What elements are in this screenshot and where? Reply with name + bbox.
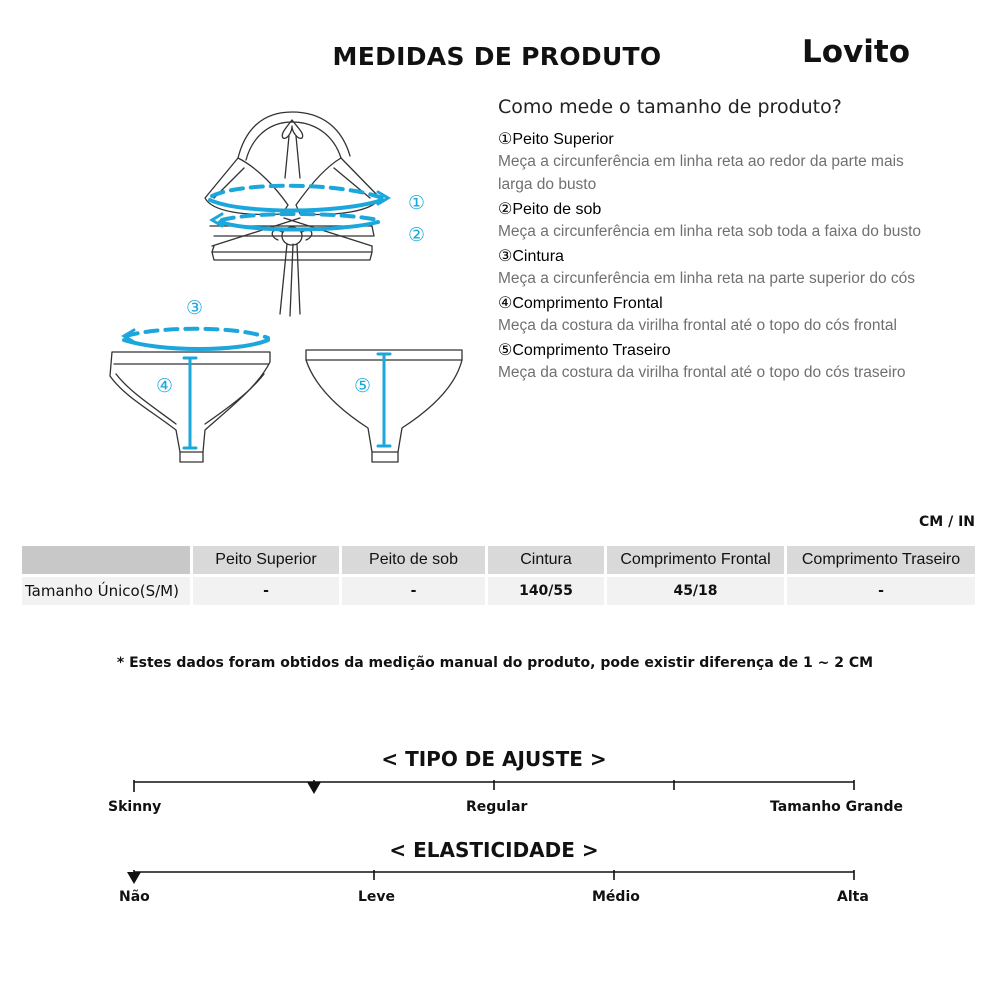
measure-item bbox=[498, 294, 928, 337]
unit-label: CM / IN bbox=[919, 514, 975, 530]
elasticity-indicator bbox=[127, 872, 141, 884]
measure-item bbox=[498, 341, 928, 384]
table-cell: - bbox=[193, 574, 339, 605]
fit-label-regular: Regular bbox=[466, 799, 528, 815]
measurement-note: * Estes dados foram obtidos da medição manual do produto, pode existir diferença de 1 ~ 2 CM bbox=[116, 655, 874, 671]
table-header-cell: Comprimento Frontal bbox=[607, 546, 784, 574]
table-header-row bbox=[22, 546, 975, 574]
marker-upper-chest: ① bbox=[408, 192, 426, 214]
marker-waist: ③ bbox=[186, 297, 204, 319]
elasticity-label-light: Leve bbox=[358, 889, 396, 905]
table-row bbox=[22, 574, 975, 605]
measure-item-description: Meça da costura da virilha frontal até o topo do cós frontal bbox=[498, 317, 897, 334]
measure-item-name: ②Peito de sob bbox=[498, 201, 602, 218]
measure-item-description: Meça a circunferência em linha reta ao redor da parte mais larga do busto bbox=[498, 153, 904, 193]
measure-guide-list bbox=[498, 130, 928, 388]
measure-guide-title: Como mede o tamanho de produto? bbox=[498, 96, 842, 118]
table-header-cell: Peito de sob bbox=[342, 546, 485, 574]
brand-logo: Lovito bbox=[802, 34, 911, 70]
size-table bbox=[19, 546, 978, 605]
marker-back-length: ⑤ bbox=[354, 375, 372, 397]
table-header-cell: Comprimento Traseiro bbox=[787, 546, 975, 574]
fit-scale-title: < TIPO DE AJUSTE > bbox=[381, 747, 607, 771]
measure-item-description: Meça a circunferência em linha reta na parte superior do cós bbox=[498, 270, 915, 287]
elasticity-label-high: Alta bbox=[837, 889, 869, 905]
fit-label-skinny: Skinny bbox=[108, 799, 162, 815]
marker-front-length: ④ bbox=[156, 375, 174, 397]
table-header-cell: Peito Superior bbox=[193, 546, 339, 574]
garment-illustration bbox=[100, 100, 480, 470]
measure-item-description: Meça a circunferência em linha reta sob toda a faixa do busto bbox=[498, 223, 922, 240]
measure-item-name: ④Comprimento Frontal bbox=[498, 295, 663, 312]
elasticity-scale bbox=[0, 860, 1000, 890]
marker-under-chest: ② bbox=[408, 224, 426, 246]
elasticity-scale-title: < ELASTICIDADE > bbox=[389, 838, 599, 862]
table-row-label: Tamanho Único(S/M) bbox=[22, 574, 190, 605]
elasticity-label-medium: Médio bbox=[592, 889, 640, 905]
fit-indicator bbox=[307, 782, 321, 794]
table-cell: - bbox=[787, 574, 975, 605]
measure-item-name: ①Peito Superior bbox=[498, 131, 614, 148]
fit-label-large: Tamanho Grande bbox=[770, 799, 903, 815]
fit-scale bbox=[0, 770, 1000, 800]
table-cell: - bbox=[342, 574, 485, 605]
measure-item-description: Meça da costura da virilha frontal até o topo do cós traseiro bbox=[498, 364, 906, 381]
measure-item bbox=[498, 247, 928, 290]
elasticity-label-none: Não bbox=[119, 889, 150, 905]
measure-item-name: ⑤Comprimento Traseiro bbox=[498, 342, 671, 359]
table-cell: 140/55 bbox=[488, 574, 604, 605]
measure-item bbox=[498, 130, 928, 196]
table-header-corner bbox=[22, 546, 190, 574]
table-cell: 45/18 bbox=[607, 574, 784, 605]
page-title: MEDIDAS DE PRODUTO bbox=[332, 42, 662, 71]
table-header-cell: Cintura bbox=[488, 546, 604, 574]
measure-item bbox=[498, 200, 928, 243]
measure-item-name: ③Cintura bbox=[498, 248, 564, 265]
